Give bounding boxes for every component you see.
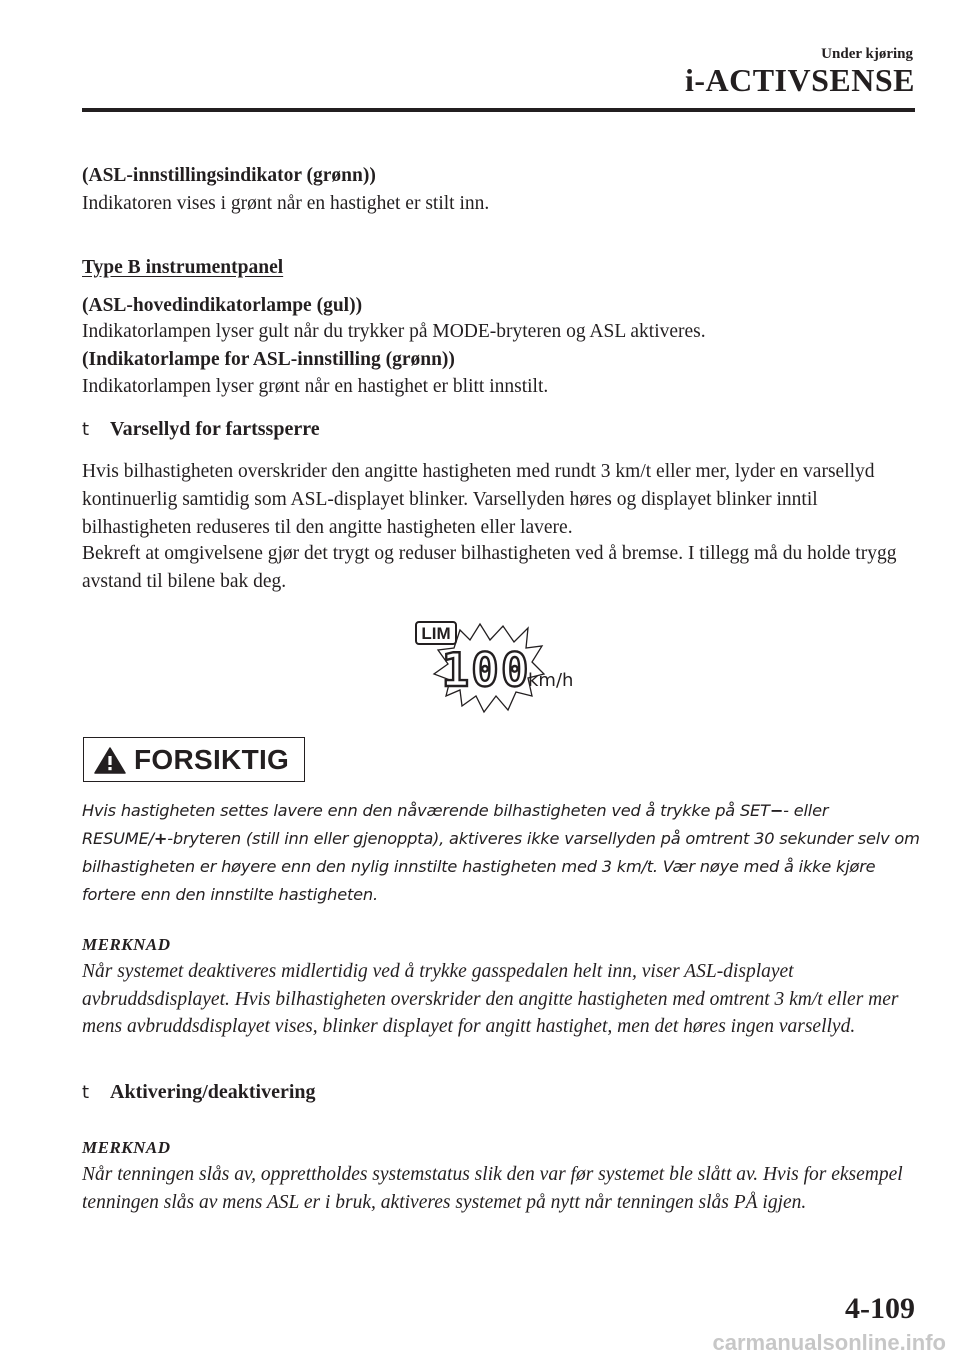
section-label: Under kjøring bbox=[821, 46, 913, 62]
asl-main-lamp-heading: (ASL-hovedindikatorlampe (gul)) bbox=[82, 295, 363, 316]
note-2-heading: MERKNAD bbox=[82, 1138, 171, 1157]
speed-unit: km/h bbox=[528, 670, 574, 691]
plus-symbol: + bbox=[153, 829, 168, 848]
caution-title: FORSIKTIG bbox=[134, 743, 290, 775]
caution-text-part-1: Hvis hastigheten settes lavere enn den nåværende bilhastigheten ved å trykke på SET bbox=[82, 801, 770, 820]
note-2-text: Når tenningen slås av, opprettholdes systemstatus slik den var før systemet ble slått av. Hvis for eksempel tenningen slås av mens ASL er i bruk, aktiveres systemet på nytt når tenningen slås PÅ igjen. bbox=[82, 1164, 903, 1213]
warning-sound-heading-row bbox=[82, 418, 320, 441]
chapter-title: i-ACTIVSENSE bbox=[684, 62, 915, 98]
lim-badge: LIM bbox=[421, 624, 451, 643]
asl-main-lamp-text: Indikatorlampen lyser gult når du trykker på MODE-bryteren og ASL aktiveres. bbox=[82, 321, 706, 342]
note-1-text: Når systemet deaktiveres midlertidig ved å trykke gasspedalen helt inn, viser ASL-displayet avbruddsdisplayet. Hvis bilhastigheten overskrider den angitte hastigheten med omtrent 3 km/t eller mer mens avbruddsdisplayet vises, blinker displayet for angitt hastighet, men det høres ingen varsellyd. bbox=[82, 961, 899, 1037]
warning-triangle-icon bbox=[94, 746, 126, 774]
flashing-display-graphic bbox=[408, 618, 608, 718]
asl-setting-lamp-heading: (Indikatorlampe for ASL-innstilling (grønn)) bbox=[82, 349, 455, 370]
caution-text bbox=[82, 797, 922, 909]
speed-value: 100 bbox=[441, 643, 531, 697]
minus-symbol: − bbox=[769, 801, 784, 820]
warning-sound-paragraph-1: Hvis bilhastigheten overskrider den angitte hastigheten med rundt 3 km/t eller mer, lyder en varsellyd kontinuerlig samtidig som ASL-displayet blinker. Varsellyden høres og displayet blinker inntil bilhastigheten reduseres til den angitte hastigheten eller lavere. bbox=[82, 461, 875, 538]
warning-sound-paragraph-2: Bekreft at omgivelsene gjør det trygt og reduser bilhastigheten ved å bremse. I tillegg må du holde trygg avstand til bilene bak deg. bbox=[82, 543, 897, 592]
watermark: carmanualsonline.info bbox=[712, 1330, 946, 1355]
asl-setting-indicator-heading: (ASL-innstillingsindikator (grønn)) bbox=[82, 165, 376, 186]
caution-text-part-3: -bryteren (still inn eller gjenoppta), aktiveres ikke varsellyden på omtrent 30 sekunder selv om bilhastigheten er høyere enn den nylig innstilte hastigheten med 3 km/t. Vær nøye med å ikke kjøre fortere enn den innstilte hastigheten. bbox=[82, 829, 920, 904]
asl-setting-lamp-text: Indikatorlampen lyser grønt når en hastighet er blitt innstilt. bbox=[82, 376, 549, 397]
caution-text-part-2: - eller RESUME/ bbox=[82, 801, 829, 848]
bullet-icon: t bbox=[82, 1082, 90, 1103]
activation-heading-row bbox=[82, 1081, 316, 1104]
activation-heading: Aktivering/deaktivering bbox=[110, 1081, 316, 1103]
bullet-icon: t bbox=[82, 419, 90, 440]
asl-setting-indicator-text: Indikatoren vises i grønt når en hastighet er stilt inn. bbox=[82, 193, 490, 214]
warning-sound-heading: Varsellyd for fartssperre bbox=[110, 418, 320, 440]
page-number: 4-109 bbox=[845, 1292, 915, 1325]
note-1-heading: MERKNAD bbox=[82, 935, 171, 954]
asl-display-illustration bbox=[408, 618, 608, 718]
header-divider bbox=[82, 108, 915, 112]
type-b-heading: Type B instrumentpanel bbox=[82, 257, 284, 278]
caution-header-box bbox=[83, 737, 305, 782]
